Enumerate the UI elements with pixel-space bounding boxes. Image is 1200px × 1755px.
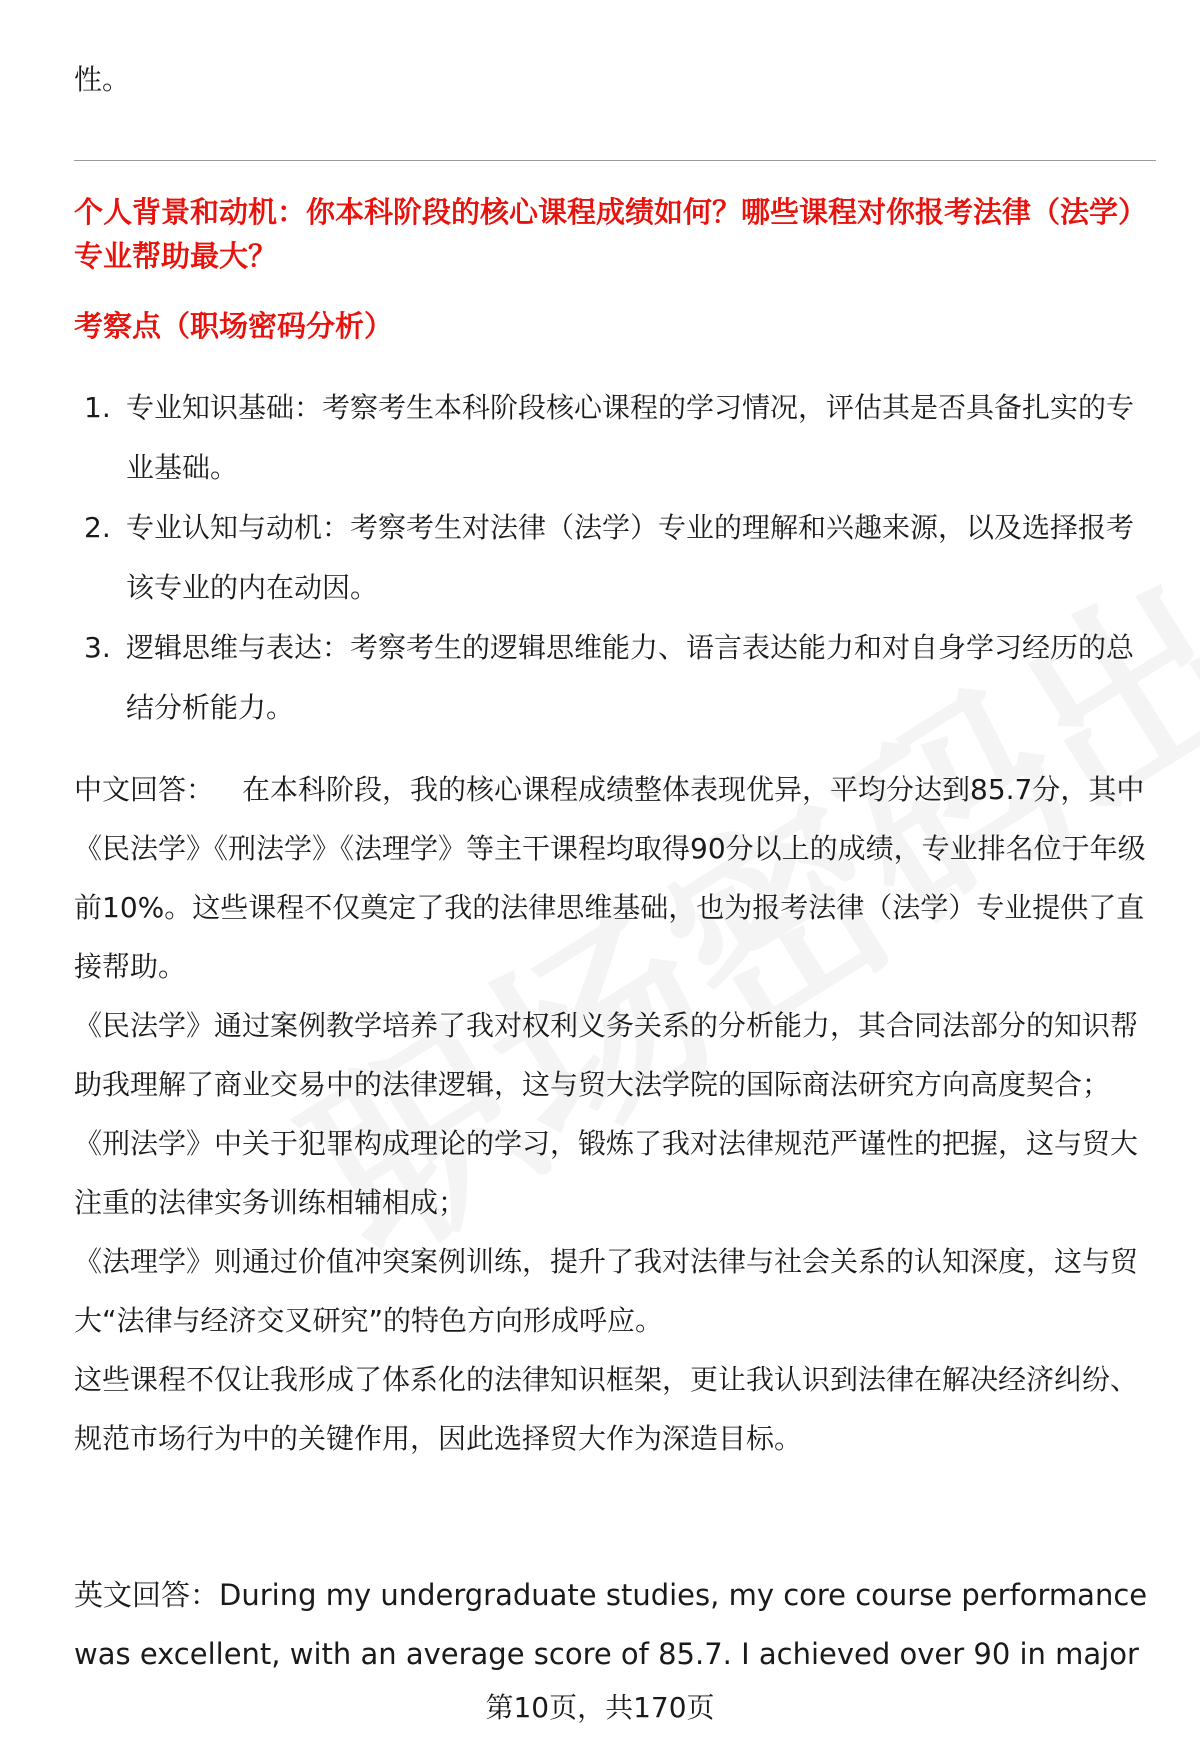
section-title: 考察点（职场密码分析）	[74, 309, 394, 343]
list-number: 1.	[84, 391, 111, 424]
list-item-text: 逻辑思维与表达：考察考生的逻辑思维能力、语言表达能力和对自身学习经历的总结分析能力。	[126, 631, 1135, 724]
list-item	[74, 378, 1156, 498]
question-heading: 个人背景和动机：你本科阶段的核心课程成绩如何？哪些课程对你报考法律（法学）专业帮助最大？	[74, 195, 1148, 273]
list-item-text: 专业认知与动机：考察考生对法律（法学）专业的理解和兴趣来源，以及选择报考该专业的内在动因。	[126, 511, 1135, 604]
horizontal-divider	[74, 160, 1156, 161]
list-item	[74, 618, 1156, 738]
answer-paragraph: 《法理学》则通过价值冲突案例训练，提升了我对法律与社会关系的认知深度，这与贸大“法律与经济交叉研究”的特色方向形成呼应。	[74, 1245, 1139, 1337]
list-number: 2.	[84, 511, 111, 544]
answer-paragraph: 《刑法学》中关于犯罪构成理论的学习，锻炼了我对法律规范严谨性的把握，这与贸大注重的法律实务训练相辅相成；	[74, 1127, 1139, 1219]
answer-paragraph: 《民法学》通过案例教学培养了我对权利义务关系的分析能力，其合同法部分的知识帮助我理解了商业交易中的法律逻辑，这与贸大法学院的国际商法研究方向高度契合；	[74, 1009, 1139, 1101]
assessment-points-list	[74, 378, 1156, 738]
list-item	[74, 498, 1156, 618]
list-item-text: 专业知识基础：考察考生本科阶段核心课程的学习情况，评估其是否具备扎实的专业基础。	[126, 391, 1135, 484]
answer-intro: 在本科阶段，我的核心课程成绩整体表现优异，平均分达到85.7分，其中《民法学》《刑法学》《法理学》等主干课程均取得90分以上的成绩，专业排名位于年级前10%。这些课程不仅奠定了我的法律思维基础，也为报考法律（法学）专业提供了直接帮助。	[74, 773, 1146, 983]
answer-label: 中文回答：	[74, 773, 215, 806]
english-answer	[74, 1566, 1156, 1684]
list-number: 3.	[84, 631, 111, 664]
answer-paragraph	[74, 760, 1156, 996]
chinese-answer	[74, 760, 1156, 1468]
answer-label: 英文回答：	[74, 1578, 220, 1612]
answer-paragraph: 这些课程不仅让我形成了体系化的法律知识框架，更让我认识到法律在解决经济纠纷、规范市场行为中的关键作用，因此选择贸大作为深造目标。	[74, 1363, 1139, 1455]
previous-page-fragment: 性。	[74, 63, 131, 96]
english-answer-text: During my undergraduate studies, my core course performance was excellent, with an average score of 85.7. I achieved over 90 in major	[74, 1578, 1148, 1671]
page-number: 第10页，共170页	[485, 1691, 715, 1724]
